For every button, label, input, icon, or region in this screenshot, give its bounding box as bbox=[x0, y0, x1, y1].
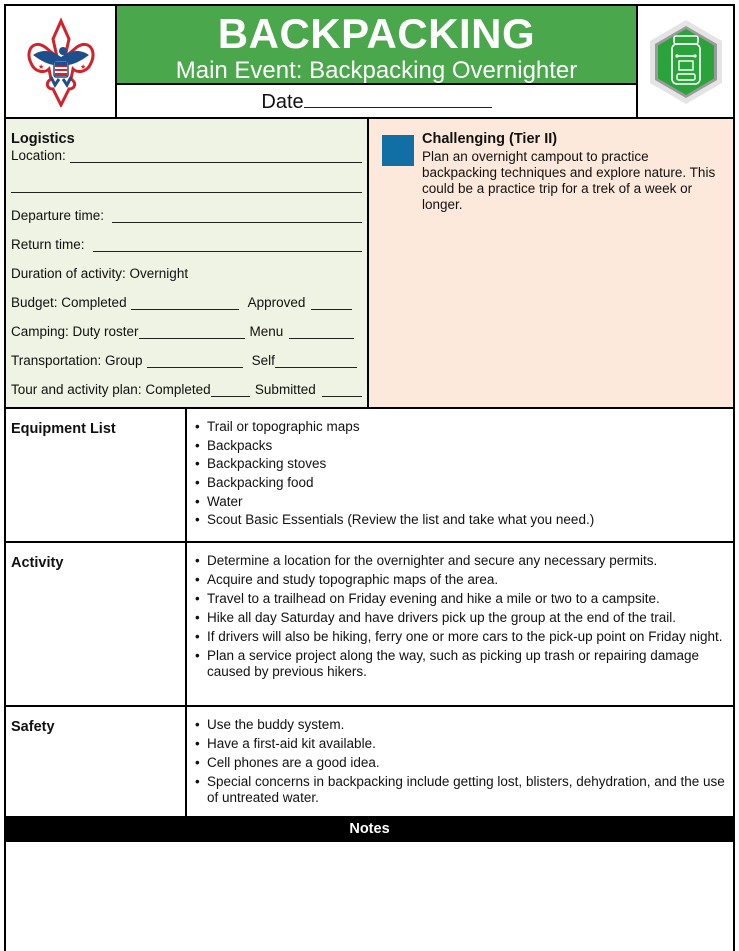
tour-submitted-input[interactable] bbox=[322, 384, 362, 397]
equipment-label: Equipment List bbox=[6, 409, 187, 541]
tier-color-square bbox=[382, 135, 414, 166]
tier-description: Plan an overnight campout to practice backpacking techniques and explore nature. This could be a practice trip for a trek of a week or longer. bbox=[422, 149, 716, 212]
activity-section bbox=[6, 543, 733, 707]
equipment-section bbox=[6, 409, 733, 543]
budget-field[interactable] bbox=[11, 295, 362, 310]
safety-section bbox=[6, 707, 733, 816]
tier-panel bbox=[369, 119, 733, 407]
equipment-list bbox=[187, 409, 733, 531]
page-subtitle: Main Event: Backpacking Overnighter bbox=[175, 57, 578, 84]
tier-title: Challenging (Tier II) bbox=[422, 131, 558, 147]
location-field-line2[interactable] bbox=[11, 180, 362, 193]
logistics-row bbox=[6, 119, 733, 409]
logo-cell bbox=[6, 6, 117, 117]
bsa-fleur-de-lis-logo-icon bbox=[25, 17, 97, 107]
svg-text:★: ★ bbox=[37, 62, 44, 71]
transport-self-label: Self bbox=[251, 353, 275, 368]
transport-group-label: Transportation: Group bbox=[11, 353, 143, 368]
tour-completed-input[interactable] bbox=[211, 384, 250, 397]
date-input-line[interactable] bbox=[304, 88, 492, 108]
activity-item: • Hike all day Saturday and have drivers pick up the group at the end of the trail. bbox=[193, 610, 725, 626]
activity-item: • Plan a service project along the way, such as picking up trash or repairing damage caused by previous hikers. bbox=[193, 648, 725, 679]
safety-item: • Cell phones are a good idea. bbox=[193, 755, 725, 771]
safety-item: • Have a first-aid kit available. bbox=[193, 736, 725, 752]
budget-completed-input[interactable] bbox=[131, 297, 239, 310]
budget-completed-label: Budget: Completed bbox=[11, 295, 127, 310]
activity-label: Activity bbox=[6, 543, 187, 705]
activity-plan-page bbox=[4, 4, 735, 951]
activity-list bbox=[187, 543, 733, 683]
equipment-item: • Backpacks bbox=[193, 438, 725, 454]
camping-roster-label: Camping: Duty roster bbox=[11, 324, 139, 339]
budget-approved-label: Approved bbox=[247, 295, 306, 310]
transport-group-input[interactable] bbox=[147, 355, 243, 368]
backpack-hexagon-badge-icon bbox=[646, 18, 726, 106]
transport-self-input[interactable] bbox=[275, 355, 357, 368]
duration-text: Duration of activity: Overnight bbox=[11, 266, 189, 281]
departure-field[interactable] bbox=[11, 208, 362, 223]
safety-item: • Special concerns in backpacking include getting lost, blisters, dehydration, and the use of untreated water. bbox=[193, 774, 725, 805]
header bbox=[6, 6, 733, 119]
title-banner bbox=[117, 6, 636, 85]
equipment-item: • Water bbox=[193, 494, 725, 510]
departure-label: Departure time: bbox=[11, 208, 105, 223]
svg-text:★: ★ bbox=[79, 62, 86, 71]
page-title: BACKPACKING bbox=[217, 10, 536, 57]
activity-item: • If drivers will also be hiking, ferry one or more cars to the pick-up point on Friday night. bbox=[193, 629, 725, 645]
location-label: Location: bbox=[11, 148, 66, 163]
return-input[interactable] bbox=[93, 239, 362, 252]
transportation-field[interactable] bbox=[11, 353, 362, 368]
camping-roster-input[interactable] bbox=[139, 326, 245, 339]
tour-plan-field[interactable] bbox=[11, 382, 362, 397]
location-input[interactable] bbox=[70, 150, 362, 163]
equipment-item: • Backpacking food bbox=[193, 475, 725, 491]
departure-input[interactable] bbox=[112, 210, 362, 223]
equipment-item: • Backpacking stoves bbox=[193, 456, 725, 472]
location-field[interactable] bbox=[11, 148, 362, 163]
location-input-2[interactable] bbox=[11, 180, 362, 193]
safety-label: Safety bbox=[6, 707, 187, 816]
activity-item: • Travel to a trailhead on Friday evening and hike a mile or two to a campsite. bbox=[193, 591, 725, 607]
budget-approved-input[interactable] bbox=[311, 297, 352, 310]
equipment-item: • Trail or topographic maps bbox=[193, 419, 725, 435]
equipment-item: • Scout Basic Essentials (Review the list and take what you need.) bbox=[193, 512, 725, 528]
tour-completed-label: Tour and activity plan: Completed bbox=[11, 382, 211, 397]
return-label: Return time: bbox=[11, 237, 85, 252]
notes-header: Notes bbox=[6, 816, 733, 842]
date-field[interactable] bbox=[117, 85, 636, 117]
return-field[interactable] bbox=[11, 237, 362, 252]
camping-menu-label: Menu bbox=[249, 324, 284, 339]
logistics-heading: Logistics bbox=[11, 131, 75, 147]
logistics-panel bbox=[6, 119, 369, 407]
activity-item: • Acquire and study topographic maps of the area. bbox=[193, 572, 725, 588]
safety-item: • Use the buddy system. bbox=[193, 717, 725, 733]
tour-submitted-label: Submitted bbox=[254, 382, 316, 397]
camping-menu-input[interactable] bbox=[289, 326, 354, 339]
camping-field[interactable] bbox=[11, 324, 362, 339]
activity-item: • Determine a location for the overnighter and secure any necessary permits. bbox=[193, 553, 725, 569]
badge-cell bbox=[636, 6, 733, 117]
date-label: Date bbox=[261, 91, 304, 113]
notes-input[interactable] bbox=[6, 842, 733, 951]
safety-list bbox=[187, 707, 733, 809]
